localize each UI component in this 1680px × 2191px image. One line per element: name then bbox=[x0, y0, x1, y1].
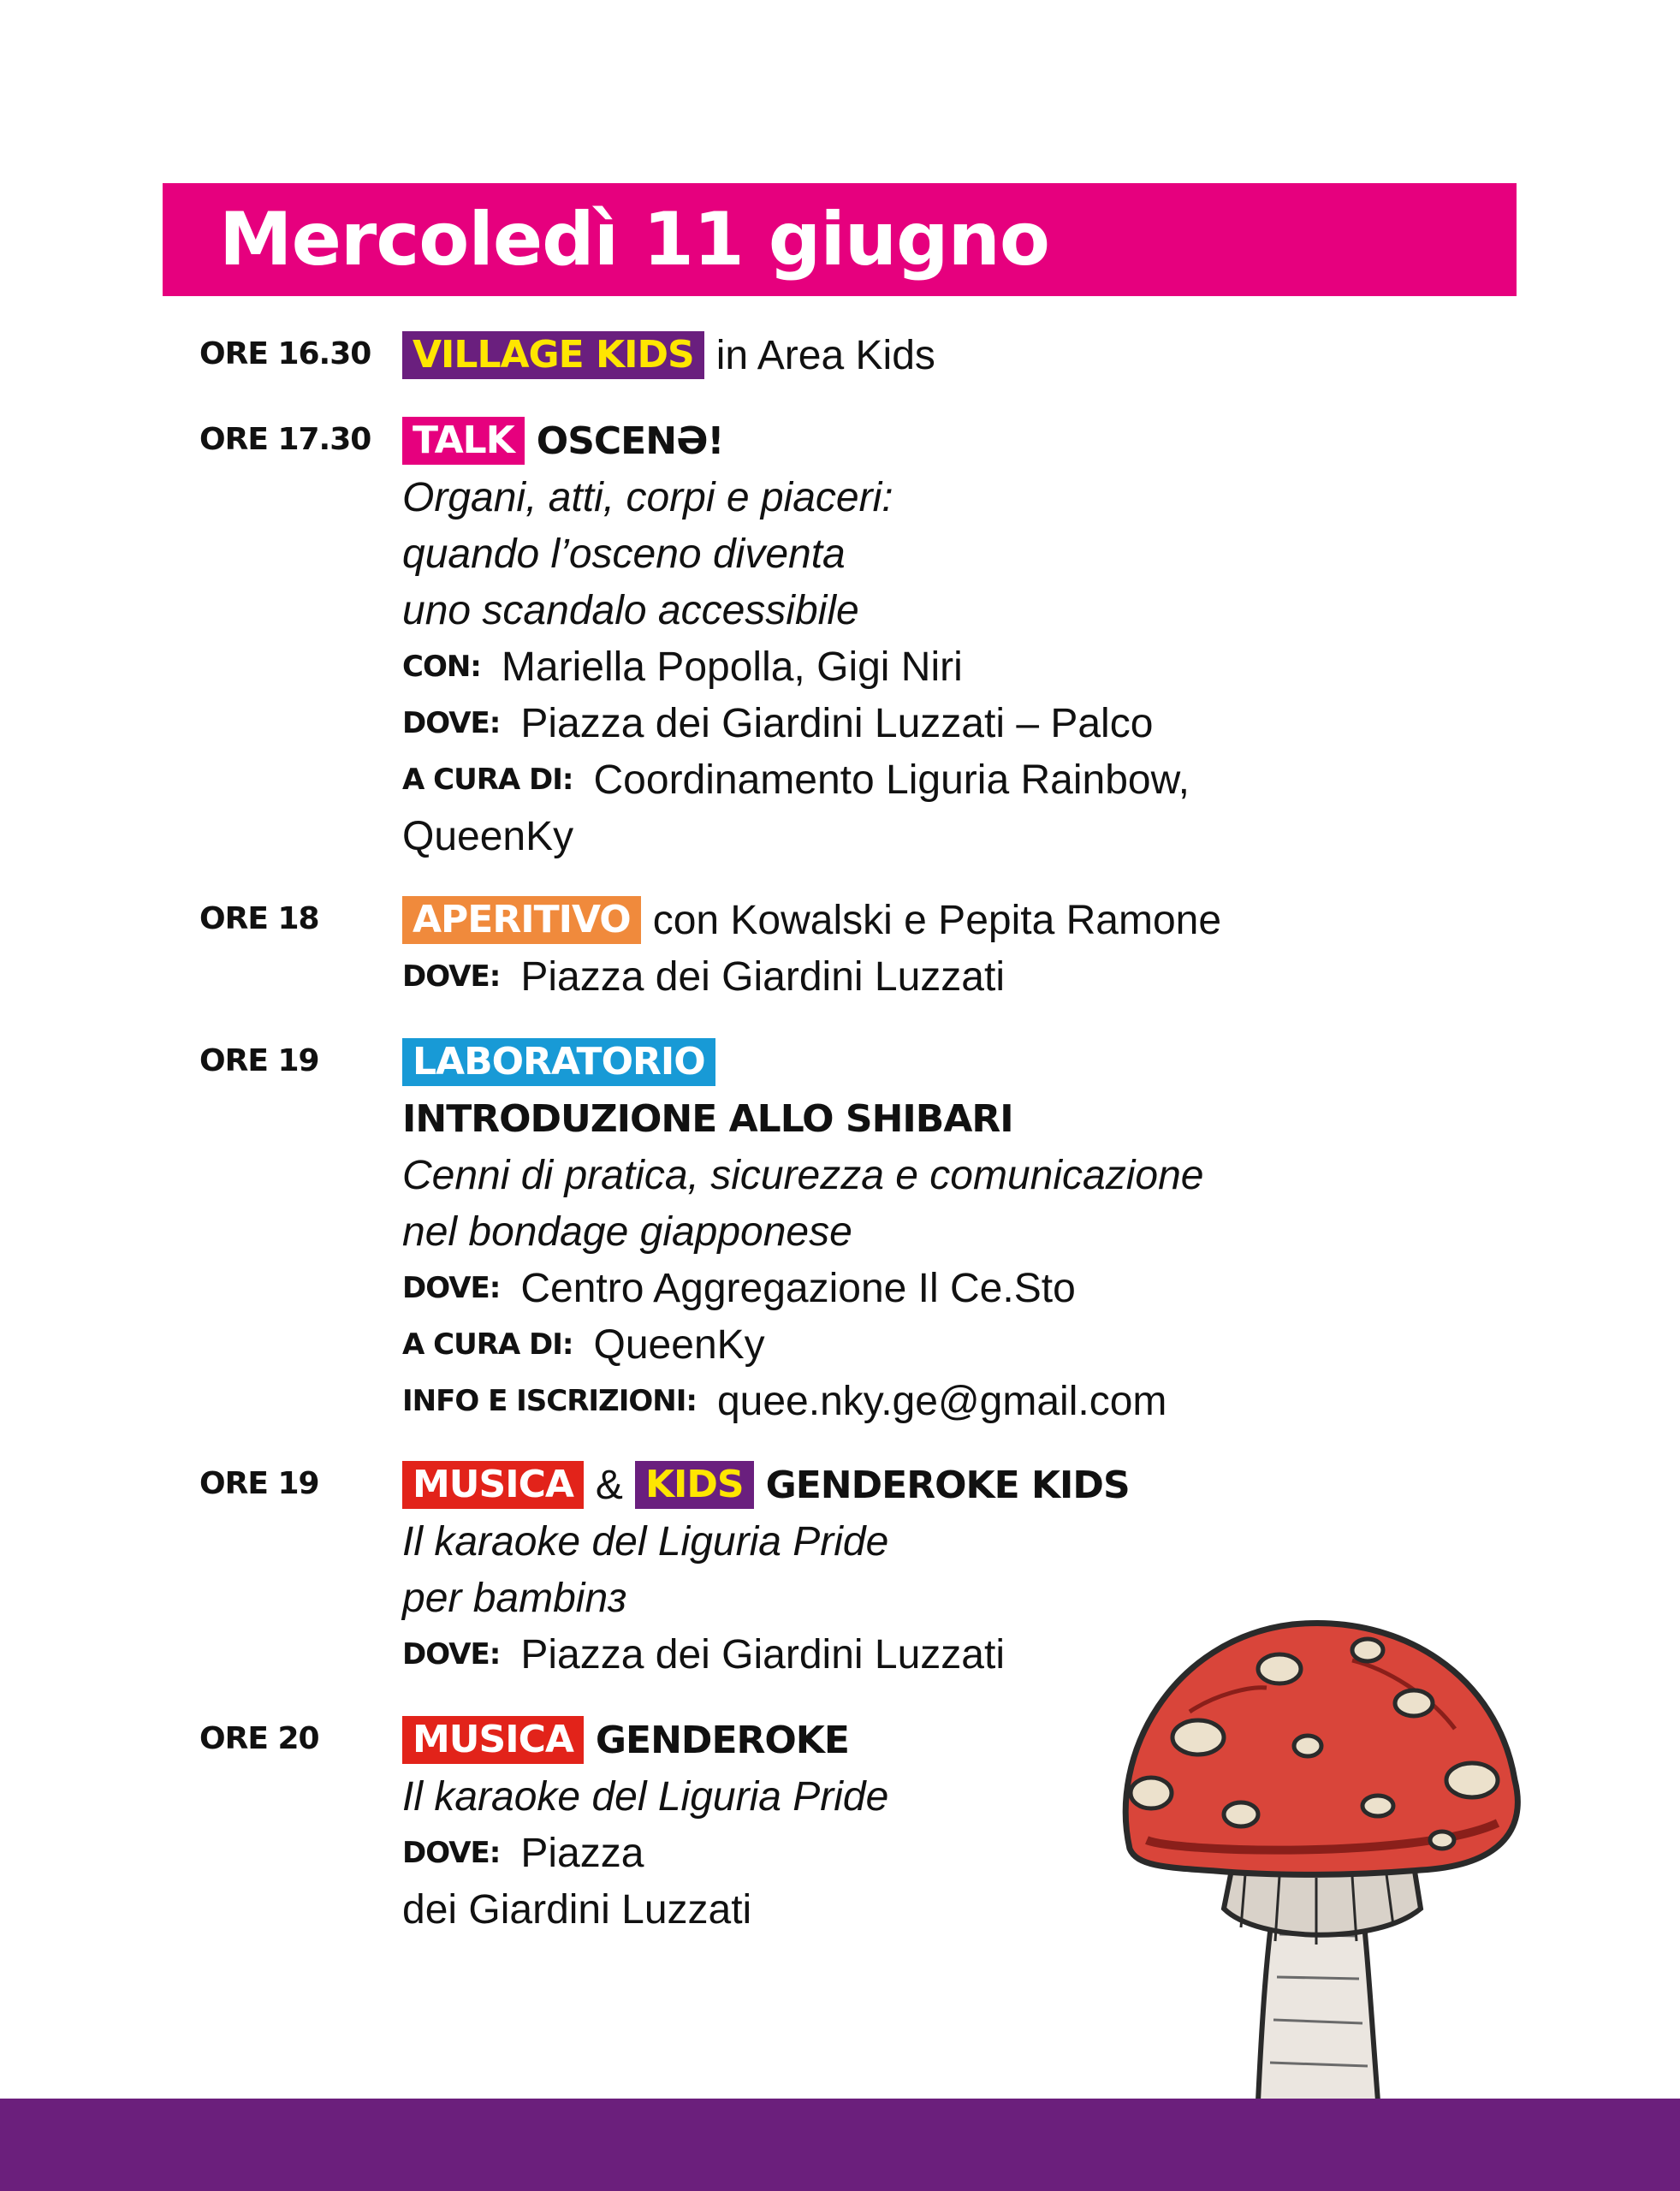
footer-bar bbox=[0, 2099, 1680, 2191]
category-tag-musica: MUSICA bbox=[402, 1716, 584, 1764]
page-title: Mercoledì 11 giugno bbox=[219, 197, 1049, 282]
event-location-text: in Area Kids bbox=[715, 332, 935, 378]
detail-value: dei Giardini Luzzati bbox=[402, 1886, 752, 1933]
event-time: ORE 18 bbox=[199, 901, 319, 936]
header-banner bbox=[163, 183, 1517, 296]
detail-value: Piazza dei Giardini Luzzati bbox=[520, 1631, 1005, 1677]
event-title-line bbox=[402, 1090, 1013, 1147]
event-time: ORE 17.30 bbox=[199, 422, 371, 457]
event-detail-cura bbox=[402, 1316, 765, 1373]
detail-email: quee.nky.ge@gmail.com bbox=[716, 1378, 1167, 1424]
event-headline bbox=[402, 892, 1221, 948]
event-detail-cura bbox=[402, 751, 1190, 808]
detail-value: Centro Aggregazione Il Ce.Sto bbox=[520, 1265, 1076, 1311]
event-detail-dove-continued bbox=[402, 1881, 751, 1938]
category-tag-talk: TALK bbox=[402, 417, 525, 465]
event-title: GENDEROKE KIDS bbox=[765, 1463, 1130, 1507]
event-subtitle-line bbox=[402, 469, 893, 525]
event-subtitle-line bbox=[402, 1513, 888, 1570]
event-text: con Kowalski e Pepita Ramone bbox=[652, 897, 1222, 943]
detail-label: A CURA DI: bbox=[402, 763, 573, 797]
event-subtitle-line bbox=[402, 1203, 852, 1260]
detail-label: A CURA DI: bbox=[402, 1327, 573, 1362]
detail-value: QueenKy bbox=[593, 1321, 765, 1368]
event-title: INTRODUZIONE ALLO SHIBARI bbox=[402, 1096, 1013, 1141]
event-detail-info bbox=[402, 1373, 1167, 1429]
event-detail-dove bbox=[402, 948, 1005, 1005]
detail-label: DOVE: bbox=[402, 1836, 501, 1870]
category-tag-kids: KIDS bbox=[635, 1461, 754, 1509]
event-subtitle: Il karaoke del Liguria Pride bbox=[402, 1773, 889, 1820]
event-subtitle: quando l’osceno diventa bbox=[402, 531, 846, 577]
event-headline bbox=[402, 1457, 1130, 1513]
event-title: GENDEROKE bbox=[595, 1718, 849, 1762]
event-detail-cura-continued bbox=[402, 808, 573, 864]
detail-value: Piazza bbox=[520, 1830, 644, 1876]
event-time: ORE 20 bbox=[199, 1721, 319, 1756]
category-tag-musica: MUSICA bbox=[402, 1461, 584, 1509]
event-detail-dove bbox=[402, 1626, 1005, 1683]
event-detail-dove bbox=[402, 1825, 644, 1881]
event-headline bbox=[402, 413, 724, 469]
event-title: OSCENƏ! bbox=[536, 419, 724, 463]
event-headline bbox=[402, 1712, 849, 1768]
event-time: ORE 19 bbox=[199, 1466, 319, 1501]
event-subtitle: Cenni di pratica, sicurezza e comunicazione bbox=[402, 1152, 1204, 1198]
event-subtitle-line bbox=[402, 1570, 626, 1626]
event-headline bbox=[402, 1034, 715, 1090]
ampersand: & bbox=[595, 1462, 623, 1508]
event-subtitle: per bambinз bbox=[402, 1575, 627, 1621]
detail-value: Piazza dei Giardini Luzzati bbox=[520, 953, 1005, 1000]
event-time: ORE 16.30 bbox=[199, 336, 371, 371]
event-subtitle-line bbox=[402, 582, 859, 638]
detail-label: DOVE: bbox=[402, 1637, 501, 1671]
category-tag-aperitivo: APERITIVO bbox=[402, 896, 641, 944]
event-detail-dove bbox=[402, 695, 1153, 751]
detail-label: DOVE: bbox=[402, 1271, 501, 1305]
detail-label: CON: bbox=[402, 650, 481, 684]
detail-label: INFO E ISCRIZIONI: bbox=[402, 1384, 697, 1418]
category-tag-laboratorio: LABORATORIO bbox=[402, 1038, 715, 1086]
detail-label: DOVE: bbox=[402, 706, 501, 740]
detail-value: Coordinamento Liguria Rainbow, bbox=[593, 757, 1190, 803]
detail-label: DOVE: bbox=[402, 959, 501, 994]
event-subtitle: nel bondage giapponese bbox=[402, 1208, 852, 1255]
event-headline bbox=[402, 327, 935, 383]
detail-value: Mariella Popolla, Gigi Niri bbox=[501, 644, 963, 690]
event-detail-dove bbox=[402, 1260, 1076, 1316]
category-tag-village-kids: VILLAGE KIDS bbox=[402, 331, 704, 379]
event-time: ORE 19 bbox=[199, 1043, 319, 1078]
event-subtitle: uno scandalo accessibile bbox=[402, 587, 859, 633]
detail-value: Piazza dei Giardini Luzzati – Palco bbox=[520, 700, 1154, 746]
event-subtitle-line bbox=[402, 1768, 888, 1825]
event-subtitle: Il karaoke del Liguria Pride bbox=[402, 1518, 889, 1565]
event-subtitle-line bbox=[402, 1147, 1203, 1203]
event-subtitle-line bbox=[402, 525, 846, 582]
mushroom-icon bbox=[1095, 1609, 1540, 2105]
event-subtitle: Organi, atti, corpi e piaceri: bbox=[402, 474, 893, 520]
detail-value: QueenKy bbox=[402, 813, 574, 859]
event-detail-con bbox=[402, 638, 963, 695]
